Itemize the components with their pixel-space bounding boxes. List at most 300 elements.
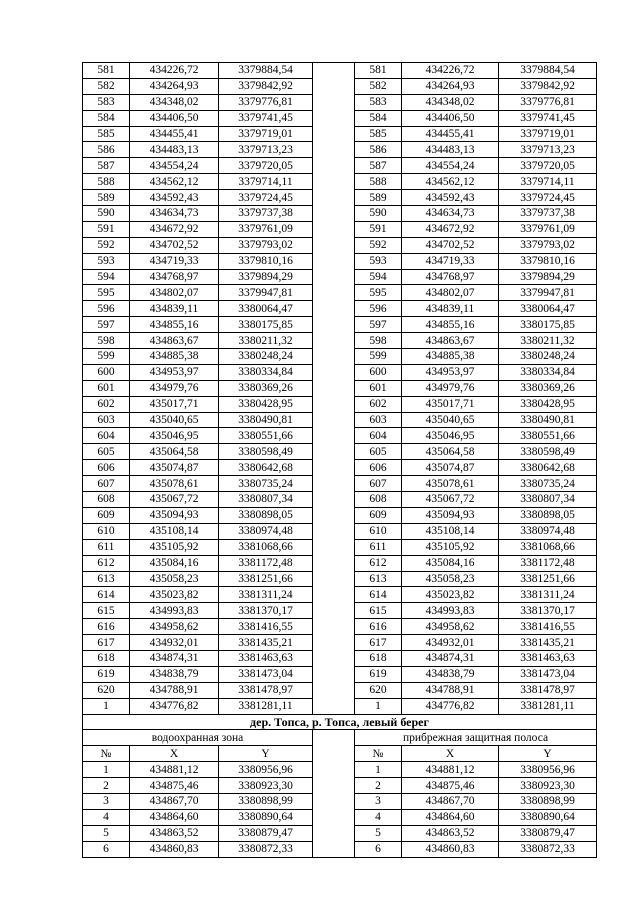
point-number-left: 4	[83, 809, 130, 825]
table-row	[83, 253, 597, 269]
point-number-right: 620	[355, 682, 402, 698]
point-number-left: 595	[83, 285, 130, 301]
x-coordinate-left: 434802,07	[130, 285, 219, 301]
y-coordinate-right: 3381281,11	[499, 698, 597, 714]
y-coordinate-left: 3381473,04	[219, 666, 313, 682]
y-coordinate-left: 3379720,05	[219, 158, 313, 174]
point-number-left: 611	[83, 539, 130, 555]
x-coordinate-right: 434719,33	[402, 253, 499, 269]
gap-cell	[313, 349, 355, 365]
table-row	[83, 460, 597, 476]
point-number-right: 610	[355, 523, 402, 539]
x-coordinate-left: 434993,83	[130, 603, 219, 619]
point-number-left: 585	[83, 126, 130, 142]
gap-cell	[313, 698, 355, 714]
x-coordinate-right: 434672,92	[402, 221, 499, 237]
gap-cell	[313, 682, 355, 698]
table-row	[83, 206, 597, 222]
point-number-right: 3	[355, 793, 402, 809]
y-coordinate-right: 3379720,05	[499, 158, 597, 174]
point-number-left: 583	[83, 94, 130, 110]
gap-cell	[313, 635, 355, 651]
point-number-left: 613	[83, 571, 130, 587]
y-coordinate-left: 3381311,24	[219, 587, 313, 603]
table-row	[83, 396, 597, 412]
x-coordinate-right: 434406,50	[402, 110, 499, 126]
y-coordinate-right: 3379793,02	[499, 237, 597, 253]
x-coordinate-right: 434993,83	[402, 603, 499, 619]
x-coordinate-right: 434455,41	[402, 126, 499, 142]
y-coordinate-left: 3381435,21	[219, 635, 313, 651]
gap-cell	[313, 825, 355, 841]
x-coordinate-left: 434768,97	[130, 269, 219, 285]
gap-cell	[313, 476, 355, 492]
point-number-right: 602	[355, 396, 402, 412]
x-coordinate-right: 434839,11	[402, 301, 499, 317]
section-block	[83, 714, 597, 762]
gap-cell	[313, 63, 355, 79]
point-number-right: 582	[355, 78, 402, 94]
x-coordinate-right: 435084,16	[402, 555, 499, 571]
header-x-left: X	[130, 746, 219, 762]
point-number-left: 1	[83, 762, 130, 778]
x-coordinate-right: 434768,97	[402, 269, 499, 285]
point-number-right: 601	[355, 380, 402, 396]
table-row	[83, 301, 597, 317]
y-coordinate-right: 3380334,84	[499, 364, 597, 380]
table-row	[83, 650, 597, 666]
x-coordinate-left: 434634,73	[130, 206, 219, 222]
y-coordinate-right: 3380064,47	[499, 301, 597, 317]
x-coordinate-left: 435046,95	[130, 428, 219, 444]
point-number-right: 581	[355, 63, 402, 79]
point-number-left: 612	[83, 555, 130, 571]
table-row	[83, 762, 597, 778]
y-coordinate-left: 3381172,48	[219, 555, 313, 571]
gap-cell	[313, 650, 355, 666]
header-y-right: Y	[499, 746, 597, 762]
table-row	[83, 428, 597, 444]
x-coordinate-left: 434348,02	[130, 94, 219, 110]
x-coordinate-left: 434860,83	[130, 841, 219, 857]
table-row	[83, 349, 597, 365]
gap-cell	[313, 269, 355, 285]
point-number-right: 605	[355, 444, 402, 460]
gap-cell	[313, 539, 355, 555]
table-row	[83, 412, 597, 428]
point-number-right: 616	[355, 619, 402, 635]
point-number-right: 1	[355, 762, 402, 778]
y-coordinate-right: 3381463,63	[499, 650, 597, 666]
y-coordinate-left: 3380598,49	[219, 444, 313, 460]
point-number-right: 612	[355, 555, 402, 571]
y-coordinate-left: 3380490,81	[219, 412, 313, 428]
y-coordinate-left: 3380642,68	[219, 460, 313, 476]
point-number-left: 596	[83, 301, 130, 317]
point-number-left: 594	[83, 269, 130, 285]
table-row	[83, 523, 597, 539]
point-number-left: 605	[83, 444, 130, 460]
y-coordinate-left: 3380807,34	[219, 492, 313, 508]
x-coordinate-left: 434875,46	[130, 778, 219, 794]
table-row	[83, 778, 597, 794]
point-number-left: 601	[83, 380, 130, 396]
y-coordinate-right: 3379884,54	[499, 63, 597, 79]
y-coordinate-left: 3380735,24	[219, 476, 313, 492]
y-coordinate-right: 3379714,11	[499, 174, 597, 190]
table-row	[83, 698, 597, 714]
x-coordinate-right: 434788,91	[402, 682, 499, 698]
y-coordinate-left: 3379737,38	[219, 206, 313, 222]
x-coordinate-right: 434953,97	[402, 364, 499, 380]
point-number-left: 615	[83, 603, 130, 619]
x-coordinate-right: 435023,82	[402, 587, 499, 603]
y-coordinate-left: 3381416,55	[219, 619, 313, 635]
gap-cell	[313, 396, 355, 412]
point-number-right: 6	[355, 841, 402, 857]
x-coordinate-right: 434776,82	[402, 698, 499, 714]
gap-cell	[313, 333, 355, 349]
y-coordinate-left: 3379719,01	[219, 126, 313, 142]
gap-cell	[313, 364, 355, 380]
gap-cell	[313, 94, 355, 110]
point-number-left: 590	[83, 206, 130, 222]
gap-cell	[313, 746, 355, 762]
point-number-left: 603	[83, 412, 130, 428]
y-coordinate-left: 3380064,47	[219, 301, 313, 317]
y-coordinate-left: 3379894,29	[219, 269, 313, 285]
x-coordinate-right: 435074,87	[402, 460, 499, 476]
gap-cell	[313, 285, 355, 301]
table-row	[83, 587, 597, 603]
point-number-left: 619	[83, 666, 130, 682]
y-coordinate-left: 3379810,16	[219, 253, 313, 269]
x-coordinate-right: 435064,58	[402, 444, 499, 460]
x-coordinate-left: 434838,79	[130, 666, 219, 682]
table-row	[83, 63, 597, 79]
point-number-right: 603	[355, 412, 402, 428]
y-coordinate-right: 3379713,23	[499, 142, 597, 158]
x-coordinate-left: 434864,60	[130, 809, 219, 825]
gap-cell	[313, 666, 355, 682]
x-coordinate-left: 434863,52	[130, 825, 219, 841]
y-coordinate-left: 3380334,84	[219, 364, 313, 380]
x-coordinate-left: 434455,41	[130, 126, 219, 142]
table-row	[83, 142, 597, 158]
x-coordinate-left: 434406,50	[130, 110, 219, 126]
point-number-right: 599	[355, 349, 402, 365]
y-coordinate-left: 3380369,26	[219, 380, 313, 396]
point-number-left: 588	[83, 174, 130, 190]
point-number-right: 583	[355, 94, 402, 110]
y-coordinate-right: 3381478,97	[499, 682, 597, 698]
point-number-left: 6	[83, 841, 130, 857]
y-coordinate-right: 3381435,21	[499, 635, 597, 651]
point-number-right: 1	[355, 698, 402, 714]
x-coordinate-left: 434554,24	[130, 158, 219, 174]
table-row	[83, 603, 597, 619]
gap-cell	[313, 762, 355, 778]
x-coordinate-right: 435058,23	[402, 571, 499, 587]
table-row	[83, 190, 597, 206]
y-coordinate-right: 3379842,92	[499, 78, 597, 94]
header-y-left: Y	[219, 746, 313, 762]
x-coordinate-left: 435040,65	[130, 412, 219, 428]
point-number-right: 593	[355, 253, 402, 269]
x-coordinate-left: 434863,67	[130, 333, 219, 349]
x-coordinate-right: 434958,62	[402, 619, 499, 635]
table-row	[83, 635, 597, 651]
y-coordinate-right: 3381416,55	[499, 619, 597, 635]
table-row	[83, 444, 597, 460]
gap-cell	[313, 174, 355, 190]
y-coordinate-right: 3380879,47	[499, 825, 597, 841]
y-coordinate-right: 3381251,66	[499, 571, 597, 587]
y-coordinate-right: 3380175,85	[499, 317, 597, 333]
point-number-right: 588	[355, 174, 402, 190]
table-row	[83, 285, 597, 301]
point-number-left: 3	[83, 793, 130, 809]
point-number-right: 619	[355, 666, 402, 682]
x-coordinate-right: 435017,71	[402, 396, 499, 412]
point-number-right: 592	[355, 237, 402, 253]
point-number-right: 615	[355, 603, 402, 619]
x-coordinate-right: 434348,02	[402, 94, 499, 110]
y-coordinate-right: 3380807,34	[499, 492, 597, 508]
x-coordinate-left: 434672,92	[130, 221, 219, 237]
x-coordinate-right: 434802,07	[402, 285, 499, 301]
table-row	[83, 825, 597, 841]
x-coordinate-left: 434776,82	[130, 698, 219, 714]
point-number-right: 611	[355, 539, 402, 555]
x-coordinate-left: 434958,62	[130, 619, 219, 635]
x-coordinate-left: 434953,97	[130, 364, 219, 380]
y-coordinate-right: 3380898,99	[499, 793, 597, 809]
y-coordinate-right: 3380428,95	[499, 396, 597, 412]
header-x-right: X	[402, 746, 499, 762]
point-number-left: 582	[83, 78, 130, 94]
table-row	[83, 221, 597, 237]
x-coordinate-right: 434864,60	[402, 809, 499, 825]
y-coordinate-right: 3380898,05	[499, 507, 597, 523]
point-number-right: 594	[355, 269, 402, 285]
gap-cell	[313, 587, 355, 603]
point-number-left: 5	[83, 825, 130, 841]
table-row	[83, 619, 597, 635]
gap-cell	[313, 158, 355, 174]
gap-cell	[313, 778, 355, 794]
gap-cell	[313, 221, 355, 237]
x-coordinate-right: 434562,12	[402, 174, 499, 190]
y-coordinate-right: 3379719,01	[499, 126, 597, 142]
x-coordinate-right: 434554,24	[402, 158, 499, 174]
point-number-right: 597	[355, 317, 402, 333]
x-coordinate-left: 434874,31	[130, 650, 219, 666]
x-coordinate-right: 434702,52	[402, 237, 499, 253]
point-number-left: 602	[83, 396, 130, 412]
y-coordinate-right: 3380598,49	[499, 444, 597, 460]
y-coordinate-right: 3380956,96	[499, 762, 597, 778]
x-coordinate-left: 434719,33	[130, 253, 219, 269]
x-coordinate-right: 435040,65	[402, 412, 499, 428]
x-coordinate-right: 434483,13	[402, 142, 499, 158]
x-coordinate-right: 434855,16	[402, 317, 499, 333]
y-coordinate-right: 3380923,30	[499, 778, 597, 794]
coordinates-table	[82, 62, 597, 858]
gap-cell	[313, 412, 355, 428]
point-number-right: 584	[355, 110, 402, 126]
y-coordinate-left: 3379842,92	[219, 78, 313, 94]
y-coordinate-left: 3380898,05	[219, 507, 313, 523]
lower-rows	[83, 762, 597, 857]
point-number-left: 620	[83, 682, 130, 698]
point-number-right: 609	[355, 507, 402, 523]
y-coordinate-right: 3380872,33	[499, 841, 597, 857]
y-coordinate-right: 3380211,32	[499, 333, 597, 349]
y-coordinate-left: 3380898,99	[219, 793, 313, 809]
y-coordinate-left: 3380175,85	[219, 317, 313, 333]
x-coordinate-left: 435074,87	[130, 460, 219, 476]
point-number-right: 598	[355, 333, 402, 349]
y-coordinate-right: 3379894,29	[499, 269, 597, 285]
point-number-right: 585	[355, 126, 402, 142]
x-coordinate-right: 434875,46	[402, 778, 499, 794]
x-coordinate-left: 434788,91	[130, 682, 219, 698]
table-row	[83, 555, 597, 571]
point-number-right: 607	[355, 476, 402, 492]
x-coordinate-left: 434979,76	[130, 380, 219, 396]
gap-cell	[313, 555, 355, 571]
point-number-left: 616	[83, 619, 130, 635]
gap-cell	[313, 380, 355, 396]
zone-left-label: водоохранная зона	[83, 730, 313, 746]
point-number-right: 606	[355, 460, 402, 476]
point-number-right: 596	[355, 301, 402, 317]
point-number-left: 600	[83, 364, 130, 380]
point-number-right: 587	[355, 158, 402, 174]
point-number-right: 600	[355, 364, 402, 380]
gap-cell	[313, 444, 355, 460]
x-coordinate-left: 434264,93	[130, 78, 219, 94]
point-number-right: 2	[355, 778, 402, 794]
point-number-left: 2	[83, 778, 130, 794]
x-coordinate-right: 435078,61	[402, 476, 499, 492]
point-number-right: 613	[355, 571, 402, 587]
x-coordinate-left: 435017,71	[130, 396, 219, 412]
y-coordinate-left: 3379947,81	[219, 285, 313, 301]
point-number-right: 5	[355, 825, 402, 841]
point-number-right: 617	[355, 635, 402, 651]
point-number-left: 597	[83, 317, 130, 333]
header-num-right: №	[355, 746, 402, 762]
zone-right-label: прибрежная защитная полоса	[355, 730, 597, 746]
upper-rows	[83, 63, 597, 715]
y-coordinate-right: 3381172,48	[499, 555, 597, 571]
y-coordinate-left: 3379793,02	[219, 237, 313, 253]
point-number-right: 590	[355, 206, 402, 222]
table-row	[83, 78, 597, 94]
gap-cell	[313, 317, 355, 333]
point-number-right: 614	[355, 587, 402, 603]
y-coordinate-right: 3379947,81	[499, 285, 597, 301]
header-num-left: №	[83, 746, 130, 762]
x-coordinate-left: 435084,16	[130, 555, 219, 571]
point-number-left: 587	[83, 158, 130, 174]
point-number-left: 609	[83, 507, 130, 523]
gap-cell	[313, 603, 355, 619]
y-coordinate-right: 3380735,24	[499, 476, 597, 492]
gap-cell	[313, 730, 355, 746]
gap-cell	[313, 793, 355, 809]
x-coordinate-left: 434839,11	[130, 301, 219, 317]
x-coordinate-right: 435094,93	[402, 507, 499, 523]
table-row	[83, 158, 597, 174]
x-coordinate-right: 434932,01	[402, 635, 499, 651]
x-coordinate-left: 434867,70	[130, 793, 219, 809]
point-number-left: 618	[83, 650, 130, 666]
point-number-right: 618	[355, 650, 402, 666]
y-coordinate-left: 3381251,66	[219, 571, 313, 587]
y-coordinate-left: 3379724,45	[219, 190, 313, 206]
y-coordinate-left: 3380872,33	[219, 841, 313, 857]
gap-cell	[313, 190, 355, 206]
table-row	[83, 492, 597, 508]
table-row	[83, 333, 597, 349]
y-coordinate-right: 3379761,09	[499, 221, 597, 237]
x-coordinate-right: 435108,14	[402, 523, 499, 539]
y-coordinate-right: 3379810,16	[499, 253, 597, 269]
point-number-left: 584	[83, 110, 130, 126]
gap-cell	[313, 110, 355, 126]
point-number-right: 591	[355, 221, 402, 237]
table-row	[83, 269, 597, 285]
x-coordinate-right: 434874,31	[402, 650, 499, 666]
point-number-left: 614	[83, 587, 130, 603]
x-coordinate-left: 435058,23	[130, 571, 219, 587]
point-number-left: 581	[83, 63, 130, 79]
table-row	[83, 237, 597, 253]
table-row	[83, 571, 597, 587]
y-coordinate-left: 3381281,11	[219, 698, 313, 714]
x-coordinate-right: 434838,79	[402, 666, 499, 682]
y-coordinate-right: 3379741,45	[499, 110, 597, 126]
x-coordinate-left: 434562,12	[130, 174, 219, 190]
gap-cell	[313, 301, 355, 317]
point-number-left: 593	[83, 253, 130, 269]
y-coordinate-left: 3380879,47	[219, 825, 313, 841]
x-coordinate-left: 434932,01	[130, 635, 219, 651]
y-coordinate-left: 3379776,81	[219, 94, 313, 110]
x-coordinate-left: 435108,14	[130, 523, 219, 539]
table-row	[83, 507, 597, 523]
gap-cell	[313, 206, 355, 222]
x-coordinate-right: 434881,12	[402, 762, 499, 778]
x-coordinate-right: 434867,70	[402, 793, 499, 809]
y-coordinate-right: 3380248,24	[499, 349, 597, 365]
gap-cell	[313, 619, 355, 635]
y-coordinate-left: 3380974,48	[219, 523, 313, 539]
y-coordinate-right: 3379776,81	[499, 94, 597, 110]
y-coordinate-right: 3380369,26	[499, 380, 597, 396]
gap-cell	[313, 809, 355, 825]
y-coordinate-right: 3380490,81	[499, 412, 597, 428]
x-coordinate-left: 434226,72	[130, 63, 219, 79]
table-row	[83, 809, 597, 825]
gap-cell	[313, 237, 355, 253]
point-number-left: 610	[83, 523, 130, 539]
gap-cell	[313, 126, 355, 142]
point-number-left: 1	[83, 698, 130, 714]
